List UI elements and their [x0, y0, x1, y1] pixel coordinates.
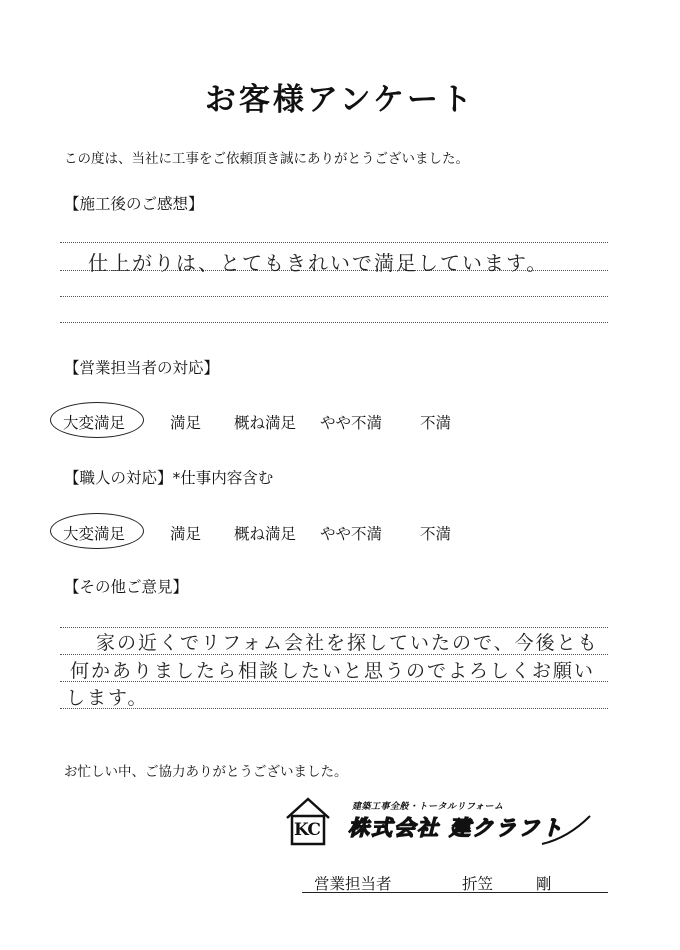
intro-text: この度は、当社に工事をご依頼頂き誠にありがとうございました。: [64, 151, 469, 167]
page-title: お客様アンケート: [204, 82, 476, 118]
company-tagline: 建築工事全般・トータルリフォーム: [352, 802, 504, 812]
craftsman-heading-label: 【職人の対応】: [64, 469, 173, 487]
signature-line: [302, 892, 608, 893]
craftsman-heading-note: *仕事内容含む: [172, 469, 274, 487]
craftsman-option-very-satisfied[interactable]: 大変満足: [63, 525, 126, 543]
answer-line: [60, 296, 608, 297]
craftsman-option-somewhat-dissatisfied[interactable]: やや不満: [320, 525, 383, 543]
craftsman-option-mostly-satisfied[interactable]: 概ね満足: [234, 525, 297, 543]
staff-label: 営業担当者: [314, 875, 392, 893]
company-name: 株式会社 建クラフト: [348, 816, 565, 840]
staff-family-name: 折笠: [462, 875, 494, 893]
sales-option-satisfied[interactable]: 満足: [170, 414, 202, 432]
swoosh-icon: [540, 812, 592, 846]
answer-line: [60, 322, 608, 323]
section-craftsman-heading: [64, 466, 273, 488]
section-other-heading: 【その他ご意見】: [64, 578, 189, 596]
section-sales-heading: 【営業担当者の対応】: [64, 359, 220, 377]
answer-line: [60, 242, 608, 243]
company-logo: [284, 796, 332, 848]
craftsman-option-dissatisfied[interactable]: 不満: [420, 525, 452, 543]
sales-option-mostly-satisfied[interactable]: 概ね満足: [234, 414, 297, 432]
other-answer-line-3: します。: [66, 687, 149, 709]
sales-option-very-satisfied[interactable]: 大変満足: [63, 414, 126, 432]
sales-option-somewhat-dissatisfied[interactable]: やや不満: [320, 414, 383, 432]
other-answer-line-1: 家の近くでリフォム会社を探していたので、今後とも: [96, 632, 599, 654]
logo-letters: KC: [294, 820, 320, 840]
impression-answer: 仕上がりは、とてもきれいで満足しています。: [88, 251, 549, 275]
closing-text: お忙しい中、ご協力ありがとうございました。: [64, 764, 348, 780]
sales-option-dissatisfied[interactable]: 不満: [420, 414, 452, 432]
craftsman-option-satisfied[interactable]: 満足: [170, 525, 202, 543]
section-impression-heading: 【施工後のご感想】: [64, 195, 204, 213]
staff-given-name: 剛: [536, 875, 552, 893]
other-answer-line-2: 何かありましたら相談したいと思うのでよろしくお願い: [70, 660, 596, 682]
